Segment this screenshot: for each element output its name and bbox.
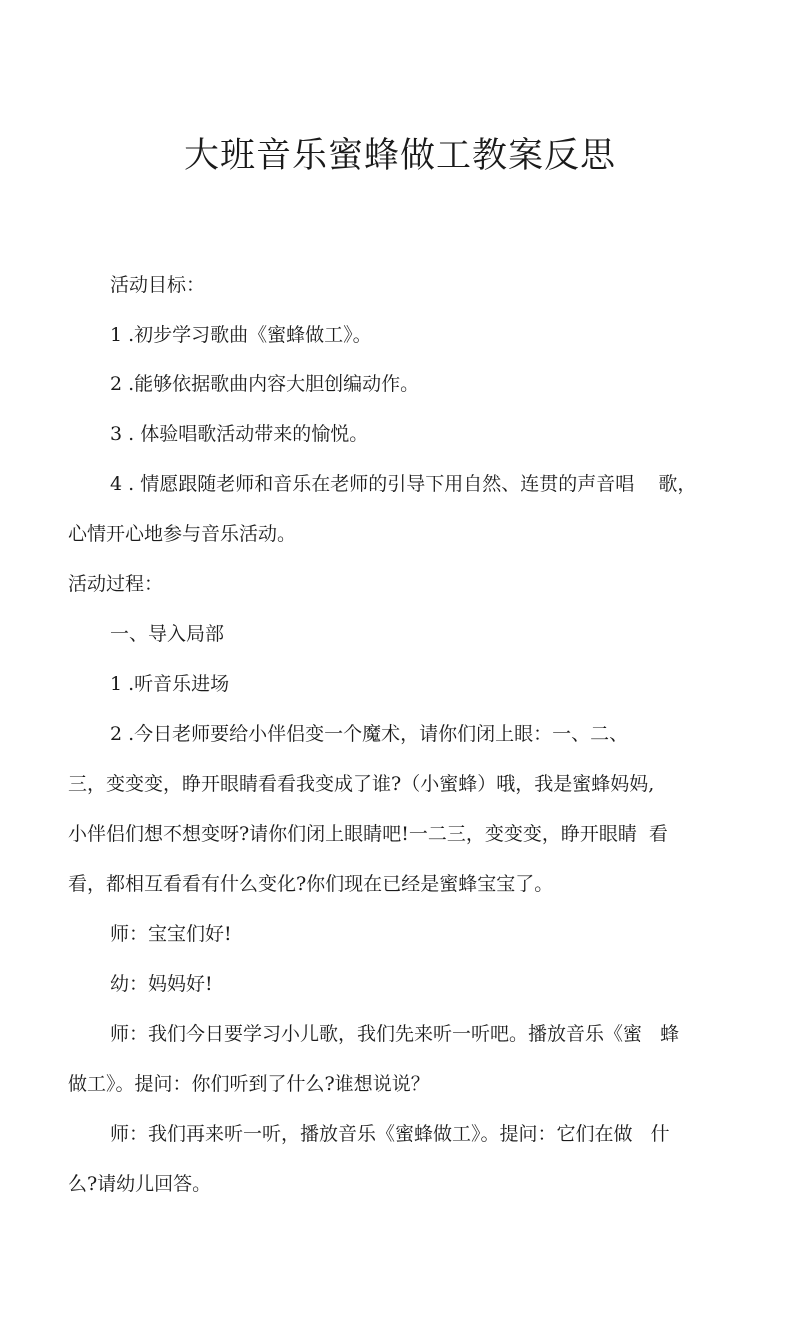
section-heading-goals: 活动目标： bbox=[110, 274, 206, 296]
paragraph-line: 心情开心地参与音乐活动。 bbox=[68, 523, 297, 545]
paragraph-line: 做工》。提问：你们听到了什么?谁想说说？ bbox=[68, 1073, 430, 1095]
document-title: 大班音乐蜜蜂做工教案反思 bbox=[183, 136, 616, 176]
paragraph-line: 4 . 情愿跟随老师和音乐在老师的引导下用自然、连贯的声音唱 歌， bbox=[110, 473, 697, 495]
paragraph-line: 3 . 体验唱歌活动带来的愉悦。 bbox=[110, 423, 369, 445]
paragraph-line: 么?请幼儿回答。 bbox=[68, 1173, 212, 1195]
paragraph-line: 1 .初步学习歌曲《蜜蜂做工》。 bbox=[110, 324, 372, 346]
subsection-heading: 一、导入局部 bbox=[110, 623, 225, 645]
paragraph-line: 小伴侣们想不想变呀?请你们闭上眼睛吧!一二三，变变变，睁开眼睛 看 bbox=[68, 823, 668, 845]
section-heading-process: 活动过程： bbox=[68, 573, 164, 595]
paragraph-line: 1 .听音乐进场 bbox=[110, 673, 230, 695]
paragraph-line: 师：我们今日要学习小儿歌，我们先来听一听吧。播放音乐《蜜 蜂 bbox=[110, 1023, 680, 1045]
paragraph-line: 2 .能够依据歌曲内容大胆创编动作。 bbox=[110, 373, 420, 395]
paragraph-line: 师：我们再来听一听，播放音乐《蜜蜂做工》。提问：它们在做 什 bbox=[110, 1123, 670, 1145]
paragraph-line: 看，都相互看看有什么变化?你们现在已经是蜜蜂宝宝了。 bbox=[68, 873, 554, 895]
paragraph-line: 师：宝宝们好! bbox=[110, 923, 232, 945]
paragraph-line: 幼：妈妈好! bbox=[110, 973, 213, 995]
paragraph-line: 2 .今日老师要给小伴侣变一个魔术，请你们闭上眼：一、二、 bbox=[110, 723, 629, 745]
paragraph-line: 三，变变变，睁开眼睛看看我变成了谁?（小蜜蜂）哦，我是蜜蜂妈妈, bbox=[68, 773, 655, 795]
